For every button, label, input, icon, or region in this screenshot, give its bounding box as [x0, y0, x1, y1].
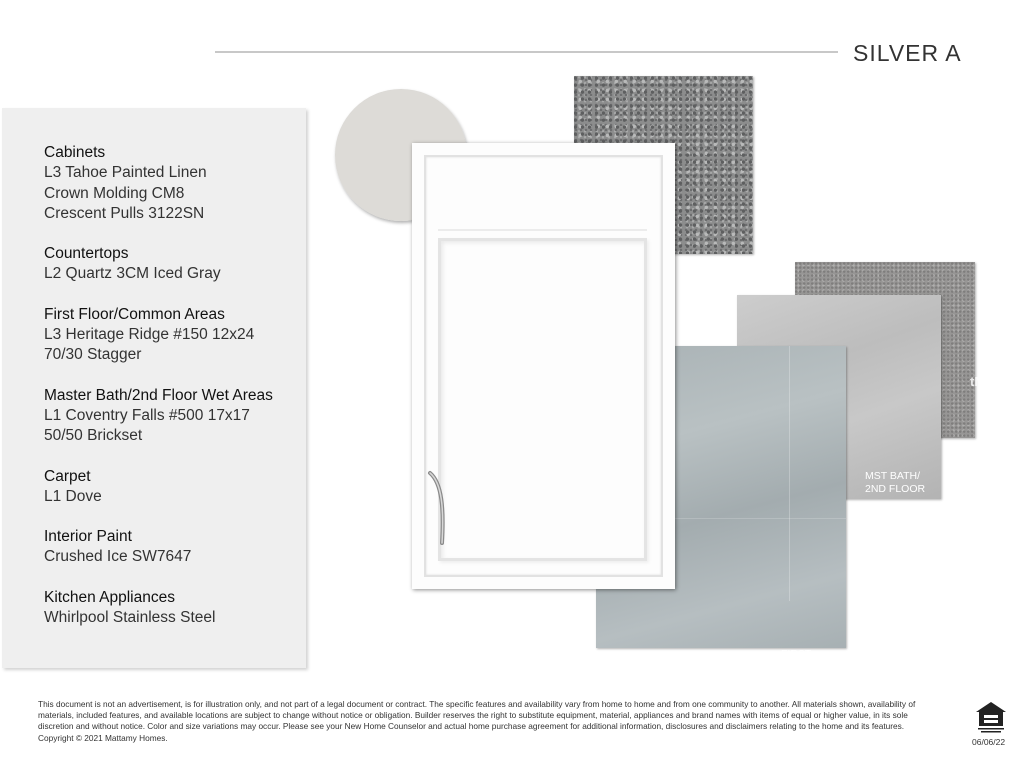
- document-date: 06/06/22: [972, 737, 1006, 747]
- spec-heading: Master Bath/2nd Floor Wet Areas: [44, 386, 273, 404]
- spec-heading: Interior Paint: [44, 528, 132, 546]
- spec-list: [44, 143, 304, 648]
- spec-group-interior-paint: [44, 527, 304, 568]
- spec-line: L1 Dove: [44, 487, 102, 505]
- cabinet-door-swatch: [412, 143, 675, 589]
- tile-seam: [789, 346, 790, 601]
- watermark: tMLS: [970, 374, 1002, 389]
- mst-bath-label-line-1: MST BATH/: [865, 470, 921, 482]
- spec-line: 50/50 Brickset: [44, 427, 143, 445]
- spec-line: Crescent Pulls 3122SN: [44, 204, 205, 222]
- spec-heading: First Floor/Common Areas: [44, 305, 225, 323]
- mst-bath-label-line-2: 2ND FLOOR: [865, 483, 926, 495]
- crescent-pull-icon: [426, 469, 448, 551]
- spec-group-master-bath: [44, 386, 304, 447]
- spec-line: L3 Heritage Ridge #150 12x24: [44, 326, 255, 344]
- spec-heading: Kitchen Appliances: [44, 588, 175, 606]
- spec-heading: Carpet: [44, 467, 91, 485]
- spec-group-first-floor: [44, 305, 304, 366]
- page-title: SILVER A: [853, 40, 962, 66]
- spec-heading: Cabinets: [44, 144, 106, 161]
- disclaimer-text: This document is not an advertisement, is for illustration only, and not part of a legal document or contract. The specific features and availability vary from home to home and from one community to another. All materials shown, availability of materials, included features, and available locations are subject to change without notice or obligation. Builder reserves the right to substitute equipment, material, appliances and brand names with items of equal or higher value, in its sole discretion and without notice. Color and size variations may occur. Please see your New Home Counselor and actual home purchase agreement for additional information, disclosures and disclaimers relating to the home and its features. Copyright © 2021 Mattamy Homes.: [38, 699, 916, 743]
- spec-group-countertops: [44, 244, 304, 285]
- spec-line: L3 Tahoe Painted Linen: [44, 164, 207, 182]
- spec-line: L1 Coventry Falls #500 17x17: [44, 406, 250, 424]
- spec-line: 70/30 Stagger: [44, 346, 142, 364]
- cabinet-door-rail: [438, 169, 647, 231]
- header-rule: [215, 51, 838, 53]
- mst-bath-label: [865, 470, 925, 496]
- spec-group-kitchen-appliances: [44, 588, 304, 629]
- equal-housing-opportunity-icon: [973, 700, 1009, 734]
- first-floor-label-line-1: FIRST FLOOR/: [781, 648, 821, 673]
- first-floor-label: [781, 648, 846, 687]
- spec-line: Crushed Ice SW7647: [44, 548, 192, 566]
- spec-group-cabinets: [44, 143, 304, 224]
- cabinet-door-panel: [438, 238, 647, 561]
- spec-line: Crown Molding CM8: [44, 184, 185, 202]
- first-floor-label-line-2: COMMON: [781, 674, 830, 686]
- spec-line: Whirlpool Stainless Steel: [44, 609, 216, 627]
- spec-heading: Countertops: [44, 245, 129, 263]
- spec-group-carpet: [44, 467, 304, 508]
- spec-line: L2 Quartz 3CM Iced Gray: [44, 265, 221, 283]
